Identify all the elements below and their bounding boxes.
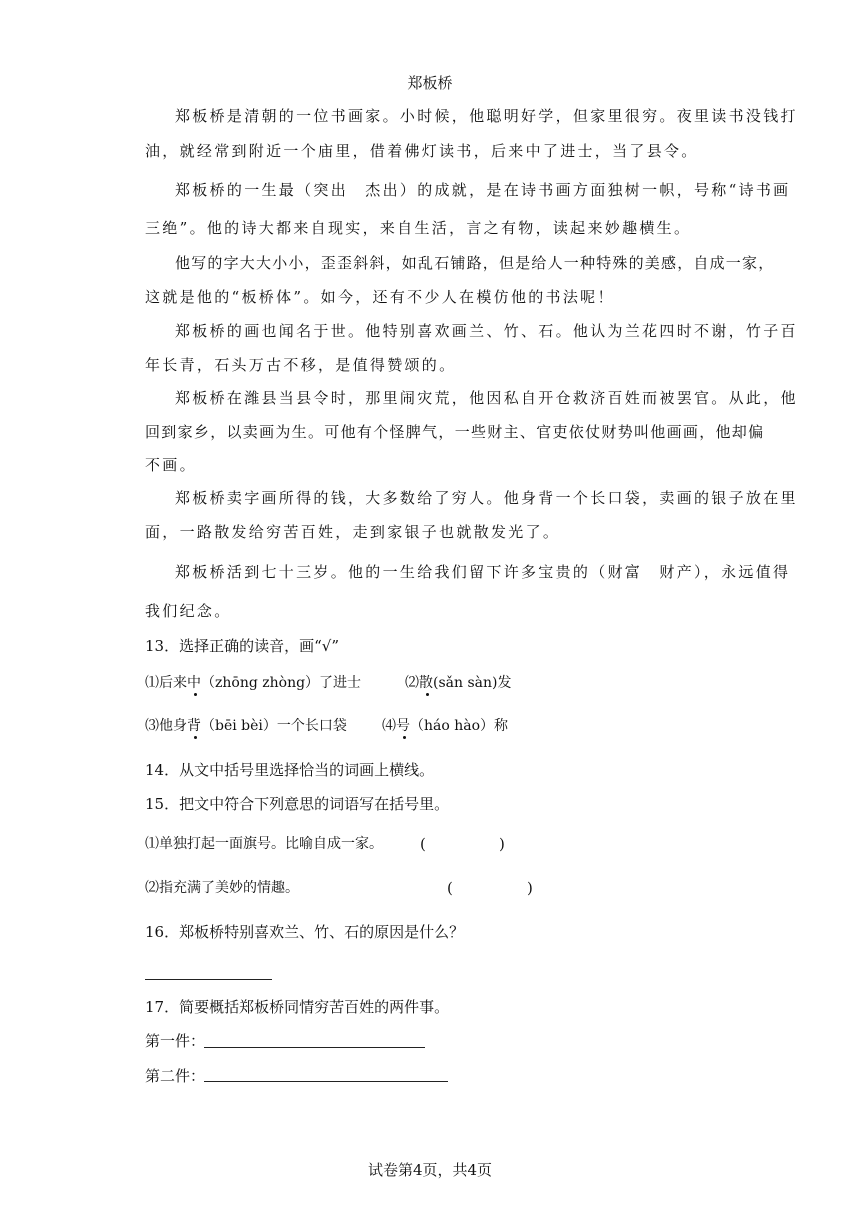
question-13-item-4: ⑷号（háo hào）称: [382, 718, 509, 734]
passage-line: 年长青，石头万古不移，是值得赞颂的。: [145, 356, 457, 374]
passage-line: 郑板桥在潍县当县令时，那里闹灾荒，他因私自开仓救济百姓而被罢官。从此，他: [175, 389, 798, 407]
passage-line: 郑板桥是清朝的一位书画家。小时候，他聪明好学，但家里很穷。夜里读书没钱打: [175, 107, 798, 125]
question-15-item-2: ⑵指充满了美妙的情趣。: [145, 880, 299, 896]
page-footer: 试卷第4页，共4页: [367, 1161, 493, 1179]
passage-line: 油，就经常到附近一个庙里，借着佛灯读书，后来中了进士，当了县令。: [145, 142, 699, 160]
question-17: 17．简要概括郑板桥同情穷苦百姓的两件事。: [145, 998, 450, 1016]
passage-line: 这就是他的“板桥体”。如今，还有不少人在模仿他的书法呢！: [145, 288, 615, 306]
question-13: 13．选择正确的读音，画“√”: [145, 637, 339, 655]
emphasis-dot: [194, 693, 197, 696]
first-item-label: 第一件：: [145, 1032, 206, 1050]
answer-paren-open: (: [447, 879, 453, 897]
question-15-item-1: ⑴单独打起一面旗号。比喻自成一家。: [145, 836, 383, 852]
answer-line-first[interactable]: [204, 1047, 425, 1048]
question-13-item-1: ⑴后来中（zhōng zhòng）了进士: [145, 675, 362, 691]
answer-paren-close: ): [499, 835, 505, 853]
passage-line: 不画。: [145, 456, 197, 474]
answer-line-16[interactable]: [145, 979, 272, 980]
emphasis-dot: [403, 736, 406, 739]
answer-line-second[interactable]: [204, 1081, 448, 1082]
question-13-item-2: ⑵散(sǎn sàn)发: [405, 675, 512, 691]
passage-line: 我们纪念。: [145, 602, 232, 620]
passage-line: 面，一路散发给穷苦百姓，走到家银子也就散发光了。: [145, 523, 561, 541]
question-13-item-3: ⑶他身背（bēi bèi）一个长口袋: [145, 718, 347, 734]
emphasis-dot: [194, 736, 197, 739]
passage-line: 郑板桥活到七十三岁。他的一生给我们留下许多宝贵的（财富 财产），永远值得: [175, 563, 791, 581]
passage-line: 三绝”。他的诗大都来自现实，来自生活，言之有物，读起来妙趣横生。: [145, 219, 692, 237]
passage-line: 郑板桥卖字画所得的钱，大多数给了穷人。他身背一个长口袋，卖画的银子放在里: [175, 489, 798, 507]
passage-line: 他写的字大大小小，歪歪斜斜，如乱石铺路，但是给人一种特殊的美感，自成一家，: [175, 254, 775, 272]
question-16: 16．郑板桥特别喜欢兰、竹、石的原因是什么？: [145, 923, 465, 941]
second-item-label: 第二件：: [145, 1067, 206, 1085]
question-15: 15．把文中符合下列意思的词语写在括号里。: [145, 795, 450, 813]
passage-title: 郑板桥: [407, 74, 453, 92]
answer-paren-open: (: [420, 835, 426, 853]
passage-line: 回到家乡，以卖画为生。可他有个怪脾气，一些财主、官吏依仗财势叫他画画，他却偏: [145, 423, 765, 441]
emphasis-dot: [426, 693, 429, 696]
passage-line: 郑板桥的一生最（突出 杰出）的成就，是在诗书画方面独树一帜，号称“诗书画: [175, 181, 791, 199]
question-14: 14．从文中括号里选择恰当的词画上横线。: [145, 761, 435, 779]
answer-paren-close: ): [527, 879, 533, 897]
passage-line: 郑板桥的画也闻名于世。他特别喜欢画兰、竹、石。他认为兰花四时不谢，竹子百: [175, 322, 798, 340]
